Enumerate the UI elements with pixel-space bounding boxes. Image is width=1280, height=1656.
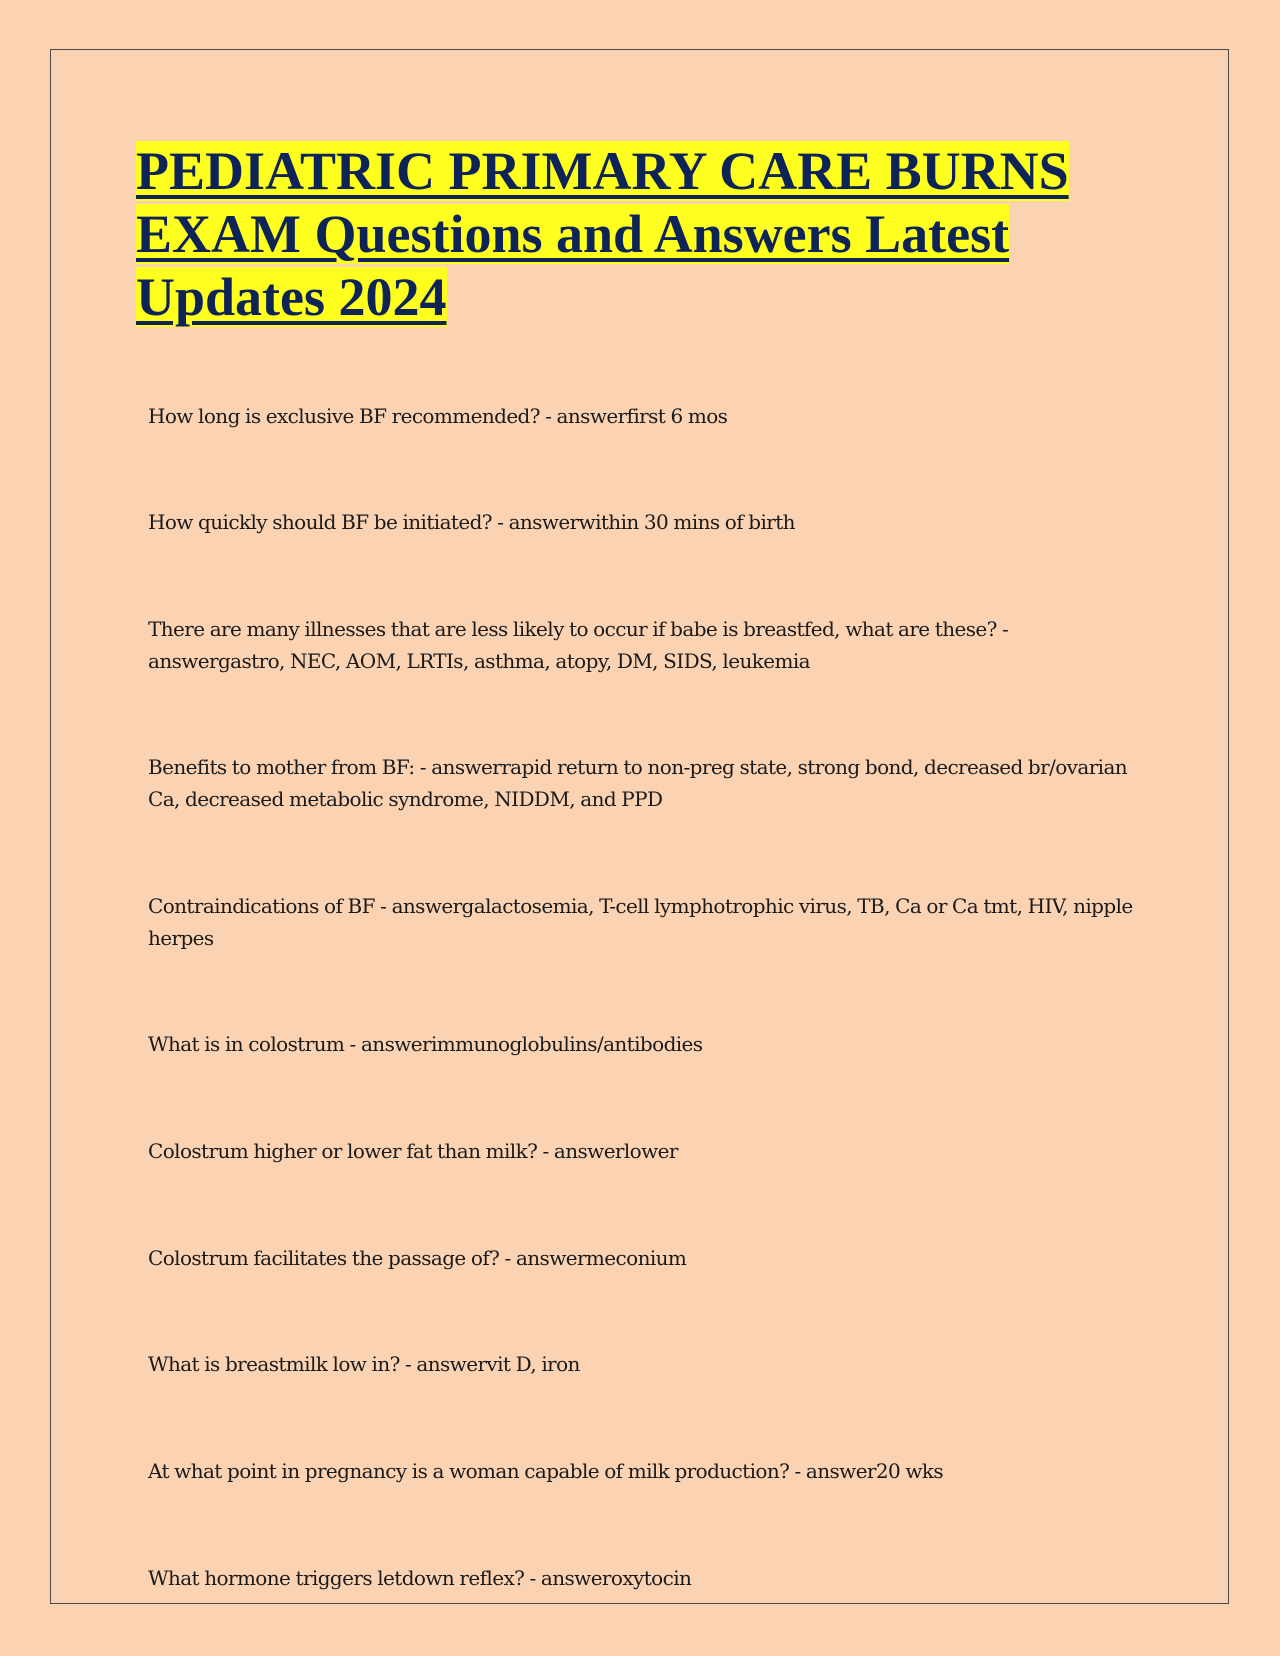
qa-item-4: Benefits to mother from BF: - answerrapid return to non-preg state, strong bond, decreased br/ovarian Ca, decreased metabolic syndrome, NIDDM, and PPD [148, 755, 1128, 811]
document-title-text: PEDIATRIC PRIMARY CARE BURNS EXAM Questions and Answers Latest Updates 2024 [136, 141, 1069, 327]
qa-item-6: What is in colostrum - answerimmunoglobulins/antibodies [148, 1032, 703, 1056]
qa-item-2: How quickly should BF be initiated? - answerwithin 30 mins of birth [148, 510, 795, 534]
qa-item-3: There are many illnesses that are less likely to occur if babe is breastfed, what are these? - answergastro, NEC, AOM, LRTIs, asthma, atopy, DM, SIDS, leukemia [148, 617, 1009, 673]
qa-item-8: Colostrum facilitates the passage of? - answermeconium [148, 1246, 687, 1270]
qa-item-10: At what point in pregnancy is a woman capable of milk production? - answer20 wks [148, 1459, 944, 1483]
qa-item-11: What hormone triggers letdown reflex? - answeroxytocin [148, 1566, 692, 1590]
document-title [136, 140, 1136, 329]
qa-item-5: Contraindications of BF - answergalactosemia, T-cell lymphotrophic virus, TB, Ca or Ca tmt, HIV, nipple herpes [148, 894, 1133, 950]
qa-item-7: Colostrum higher or lower fat than milk? - answerlower [148, 1139, 678, 1163]
qa-item-1: How long is exclusive BF recommended? - answerfirst 6 mos [148, 404, 728, 428]
qa-item-9: What is breastmilk low in? - answervit D, iron [148, 1352, 580, 1376]
